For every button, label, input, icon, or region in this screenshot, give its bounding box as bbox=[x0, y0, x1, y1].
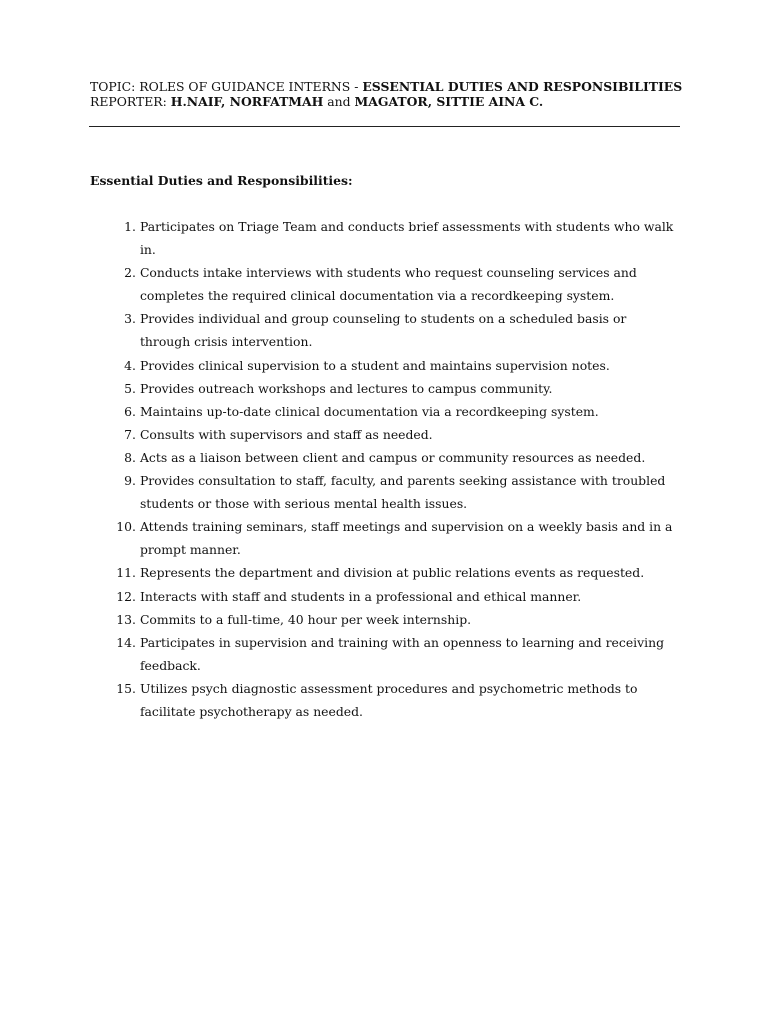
duties-list bbox=[108, 215, 683, 723]
list-item-text bbox=[140, 215, 683, 261]
list-item-line: Participates in supervision and training with an openness to learning and receiving bbox=[139, 634, 664, 650]
list-item-line: through crisis intervention. bbox=[139, 334, 313, 350]
list-item bbox=[108, 631, 683, 677]
section-heading: Essential Duties and Responsibilities: bbox=[90, 173, 353, 188]
reporter-prefix: REPORTER: bbox=[90, 94, 171, 109]
reporter-joiner: and bbox=[323, 94, 355, 109]
list-item-line: Commits to a full-time, 40 hour per week internship. bbox=[139, 611, 472, 627]
list-item-number: 12. bbox=[116, 588, 136, 604]
list-item bbox=[108, 215, 683, 261]
list-item bbox=[108, 561, 683, 584]
list-item-number: 6. bbox=[124, 403, 136, 419]
list-item-line: prompt manner. bbox=[139, 542, 241, 558]
list-item-text bbox=[140, 631, 683, 677]
list-item bbox=[108, 261, 683, 307]
list-item bbox=[108, 446, 683, 469]
list-item-number: 13. bbox=[116, 611, 136, 627]
list-item-line: Provides consultation to staff, faculty, and parents seeking assistance with troubled bbox=[139, 473, 666, 489]
list-item-number: 3. bbox=[124, 311, 136, 327]
topic-prefix: TOPIC: ROLES OF GUIDANCE INTERNS - bbox=[90, 79, 363, 94]
list-item-line: feedback. bbox=[139, 657, 201, 673]
list-item-line: Conducts intake interviews with students who request counseling services and bbox=[139, 265, 637, 281]
topic-line bbox=[90, 79, 690, 94]
list-item bbox=[108, 515, 683, 561]
list-item bbox=[108, 469, 683, 515]
list-item-line: Provides clinical supervision to a student and maintains supervision notes. bbox=[139, 357, 610, 373]
reporter-name-2: MAGATOR, SITTIE AINA C. bbox=[354, 94, 544, 109]
list-item-line: facilitate psychotherapy as needed. bbox=[139, 703, 363, 719]
list-item-number: 8. bbox=[124, 449, 136, 465]
list-item-number: 1. bbox=[124, 219, 136, 234]
list-item-line: Acts as a liaison between client and campus or community resources as needed. bbox=[139, 449, 646, 465]
list-item-number: 5. bbox=[124, 380, 136, 396]
list-item-line: Interacts with staff and students in a professional and ethical manner. bbox=[139, 588, 582, 604]
list-item bbox=[108, 608, 683, 631]
list-item-line: Consults with supervisors and staff as needed. bbox=[139, 426, 433, 442]
list-item-line: Participates on Triage Team and conducts brief assessments with students who walk bbox=[139, 219, 674, 234]
list-item-line: Utilizes psych diagnostic assessment procedures and psychometric methods to bbox=[139, 680, 638, 696]
list-item-text bbox=[140, 307, 683, 353]
list-item bbox=[108, 377, 683, 400]
list-item-number: 7. bbox=[124, 426, 136, 442]
list-item-number: 11. bbox=[116, 565, 136, 581]
reporter-line bbox=[90, 94, 690, 109]
list-item-number: 9. bbox=[124, 473, 136, 489]
list-item bbox=[108, 585, 683, 608]
list-item-line: students or those with serious mental health issues. bbox=[139, 496, 468, 512]
list-item-line: Attends training seminars, staff meetings and supervision on a weekly basis and in a bbox=[139, 519, 673, 535]
header-divider bbox=[89, 126, 680, 127]
list-item-number: 4. bbox=[124, 357, 136, 373]
list-item-text bbox=[140, 608, 683, 631]
list-item-text bbox=[140, 354, 683, 377]
list-item-text bbox=[140, 561, 683, 584]
list-item-number: 14. bbox=[116, 634, 136, 650]
list-item-text bbox=[140, 585, 683, 608]
document-header bbox=[90, 79, 690, 109]
list-item-text bbox=[140, 446, 683, 469]
list-item-line: Represents the department and division at public relations events as requested. bbox=[139, 565, 645, 581]
list-item-number: 15. bbox=[116, 680, 136, 696]
list-item-text bbox=[140, 261, 683, 307]
reporter-name-1: H.NAIF, NORFATMAH bbox=[170, 94, 324, 109]
list-item-line: completes the required clinical documentation via a recordkeeping system. bbox=[139, 288, 615, 304]
list-item bbox=[108, 677, 683, 723]
list-item-line: Provides outreach workshops and lectures to campus community. bbox=[139, 380, 553, 396]
list-item-number: 10. bbox=[116, 519, 136, 535]
list-item bbox=[108, 354, 683, 377]
list-item bbox=[108, 400, 683, 423]
list-item-text bbox=[140, 515, 683, 561]
list-item-text bbox=[140, 469, 683, 515]
list-item-number: 2. bbox=[124, 265, 136, 281]
list-item bbox=[108, 307, 683, 353]
topic-title: ESSENTIAL DUTIES AND RESPONSIBILITIES bbox=[362, 79, 683, 94]
list-item bbox=[108, 423, 683, 446]
list-item-text bbox=[140, 400, 683, 423]
list-item-line: in. bbox=[139, 242, 156, 258]
list-item-text bbox=[140, 677, 683, 723]
list-item-line: Maintains up-to-date clinical documentation via a recordkeeping system. bbox=[139, 403, 599, 419]
list-item-line: Provides individual and group counseling to students on a scheduled basis or bbox=[139, 311, 627, 327]
list-item-text bbox=[140, 377, 683, 400]
list-item-text bbox=[140, 423, 683, 446]
